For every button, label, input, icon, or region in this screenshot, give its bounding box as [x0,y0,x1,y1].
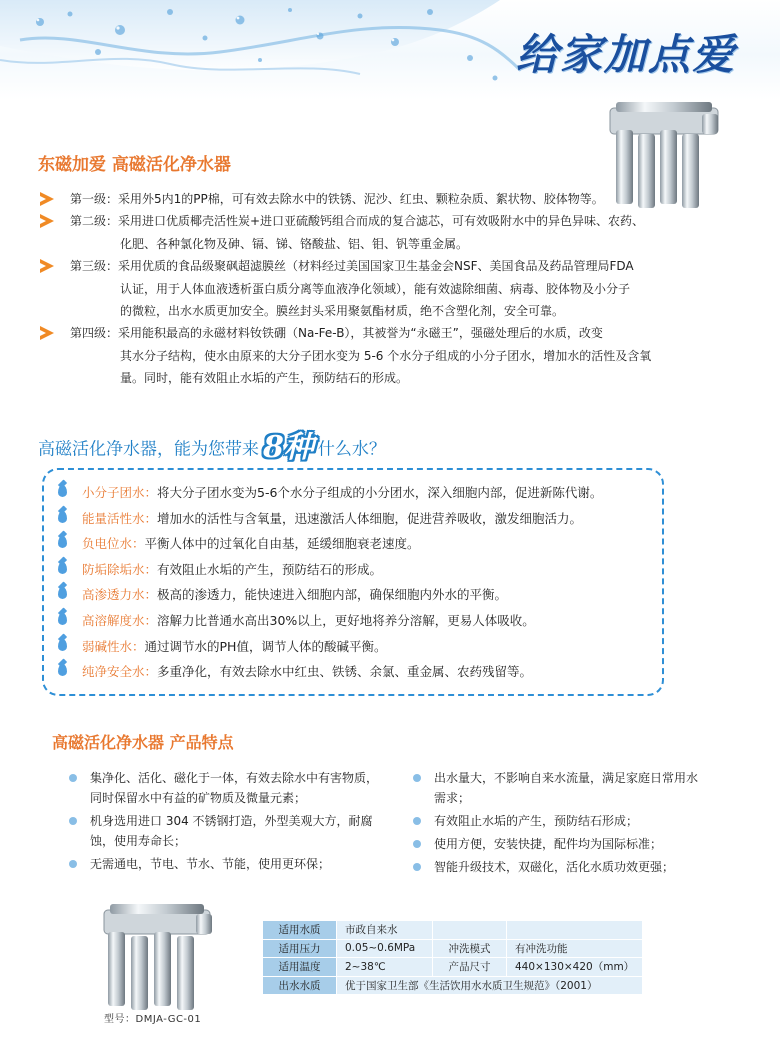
water-type-desc: 溶解力比普通水高出30%以上，更好地将养分溶解，更易人体吸收。 [157,612,535,628]
spec-label: 出水水质 [263,976,337,995]
intro-title: 东磁加爱 高磁活化净水器 [38,155,231,175]
features-right-column [410,768,710,877]
spec-label: 适用压力 [263,939,337,958]
water-drop-icon [58,536,67,548]
water-type-name: 能量活性水： [82,510,158,526]
water-type-desc: 将大分子团水变为5-6个水分子组成的小分团水，深入细胞内部，促进新陈代谢。 [157,485,603,500]
bullet-dot-icon [69,817,77,825]
water-type-name: 纯净安全水： [82,664,158,680]
spec-label: 适用水质 [263,921,337,940]
level-text-line: 第二级：采用进口优质椰壳活性炭+进口亚硫酸钙组合而成的复合滤芯，可有效吸附水中的异色异味、农药、 [70,214,645,229]
level-text-line: 化肥、各种氯化物及砷、镉、锑、铬酸盐、铝、钼、钒等重金属。 [120,236,469,251]
feature-line: 同时保留水中有益的矿物质及微量元素； [90,791,307,805]
water-type-item [52,636,672,662]
water-type-item [52,559,672,585]
waters-title-number: 8种 [263,430,314,465]
feature-item [410,857,710,877]
feature-line: 有效阻止水垢的产生，预防结石形成； [434,814,639,828]
spec-value: 市政自来水 [337,921,433,940]
bullet-dot-icon [413,863,421,871]
spec-value-2: 有冲洗功能 [507,939,643,958]
water-type-name: 高渗透力水： [82,587,158,603]
feature-item [410,768,710,808]
spec-value: 0.05~0.6MPa [337,939,433,958]
water-type-desc: 极高的渗透力，能快速进入细胞内部，确保细胞内外水的平衡。 [157,587,508,603]
level-text-line: 量。同时，能有效阻止水垢的产生，预防结石的形成。 [120,371,409,386]
header-banner [0,0,780,100]
arrow-bullet-icon [40,326,54,340]
feature-item [66,768,396,808]
feature-item [66,811,396,851]
spec-label-2: 产品尺寸 [433,958,507,977]
water-type-desc: 有效阻止水垢的产生，预防结石的形成。 [157,561,383,577]
spec-row [263,958,643,977]
feature-item [410,811,710,831]
filter-level-3 [38,255,678,322]
features-left-column [66,768,396,874]
water-type-name: 防垢除垢水： [82,561,158,577]
level-text-line: 第三级：采用优质的食品级聚砜超滤膜丝（材料经过美国国家卫生基金会NSF、美国食品及药品管理局FDA [70,259,634,274]
arrow-bullet-icon [40,259,54,273]
arrow-bullet-icon [40,192,54,206]
level-text-line: 的微粒，出水水质更加安全。膜丝封头采用聚氨酯材质，绝不含塑化剂，安全可靠。 [120,304,565,319]
feature-line: 需求； [434,791,471,805]
feature-line: 出水量大，不影响自来水流量，满足家庭日常用水 [434,771,699,785]
water-drop-icon [58,562,67,574]
spec-label: 适用温度 [263,958,337,977]
spec-value-2: 440×130×420（mm） [507,958,643,977]
filter-level-2 [38,210,678,255]
level-text-line: 第一级：采用外5内1的PP棉，可有效去除水中的铁锈、泥沙、红虫、颗粒杂质、絮状物、胶体物等。 [70,192,604,206]
feature-line: 集净化、活化、磁化于一体，有效去除水中有害物质， [90,771,379,785]
water-type-desc: 多重净化，有效去除水中红虫、铁锈、余氯、重金属、农药残留等。 [157,664,533,680]
spec-table [262,920,643,995]
water-type-name: 负电位水： [82,536,145,552]
level-text-line: 其水分子结构，使水由原来的大分子团水变为 5-6 个水分子组成的小分子团水，增加水的活性及含氧 [120,348,652,363]
water-type-name: 高溶解度水： [82,612,158,628]
spec-label-2: 冲洗模式 [433,939,507,958]
feature-line: 智能升级技术，双磁化，活化水质功效更强； [434,860,675,874]
arrow-bullet-icon [40,214,54,228]
waters-title-prefix: 高磁活化净水器，能为您带来 [38,439,259,460]
water-drop-icon [58,664,67,676]
water-types-list [52,482,672,687]
water-drop-icon [58,485,67,497]
slogan-text: 给家加点爱 [516,30,737,79]
water-type-item [52,584,672,610]
filter-level-1 [38,188,678,210]
spec-label-2 [433,921,507,940]
product-model: 型号：DMJA-GC-01 [104,1014,202,1025]
level-text-line: 认证，用于人体血液透析蛋白质分离等血液净化领域），能有效滤除细菌、病毒、胶体物及小分子 [120,281,631,296]
feature-line: 使用方便，安装快捷，配件均为国际标准； [434,837,663,851]
spec-row [263,921,643,940]
water-type-desc: 平衡人体中的过氧化自由基，延缓细胞衰老速度。 [144,536,420,552]
water-type-name: 弱碱性水： [82,638,145,654]
filter-level-4 [38,322,678,389]
water-drop-icon [58,587,67,599]
waters-title [38,428,386,466]
water-drop-icon [58,613,67,625]
bullet-dot-icon [413,840,421,848]
water-type-desc: 通过调节水的PH值，调节人体的酸碱平衡。 [144,638,387,654]
water-type-item [52,661,672,687]
water-type-item [52,482,672,508]
feature-item [410,834,710,854]
water-type-item [52,533,672,559]
spec-row [263,939,643,958]
level-text-line: 第四级：采用能积最高的永磁材料钕铁硼（Na-Fe-B），其被誉为“永磁王”，强磁处理后的水质，改变 [70,326,603,341]
feature-item [66,854,396,874]
spec-value: 优于国家卫生部《生活饮用水水质卫生规范》（2001） [337,976,643,995]
water-type-desc: 增加水的活性与含氧量，迅速激活人体细胞，促进营养吸收，激发细胞活力。 [157,510,583,526]
water-purifier-product-image [98,904,216,1012]
water-type-item [52,508,672,534]
feature-line: 蚀，使用寿命长； [90,834,187,848]
feature-line: 无需通电，节电、节水、节能，使用更环保； [90,857,331,871]
water-type-item [52,610,672,636]
bullet-dot-icon [413,817,421,825]
spec-value: 2~38℃ [337,958,433,977]
water-drop-icon [58,511,67,523]
feature-line: 机身选用进口 304 不锈钢打造，外型美观大方，耐腐 [90,814,373,828]
filter-levels-list [38,188,678,390]
features-title: 高磁活化净水器 产品特点 [52,733,234,752]
water-type-name: 小分子团水： [82,485,158,500]
spec-value-2 [507,921,643,940]
water-drop-icon [58,639,67,651]
bullet-dot-icon [69,860,77,868]
bullet-dot-icon [413,774,421,782]
spec-row [263,976,643,995]
waters-title-suffix: 什么水？ [317,439,386,460]
bullet-dot-icon [69,774,77,782]
